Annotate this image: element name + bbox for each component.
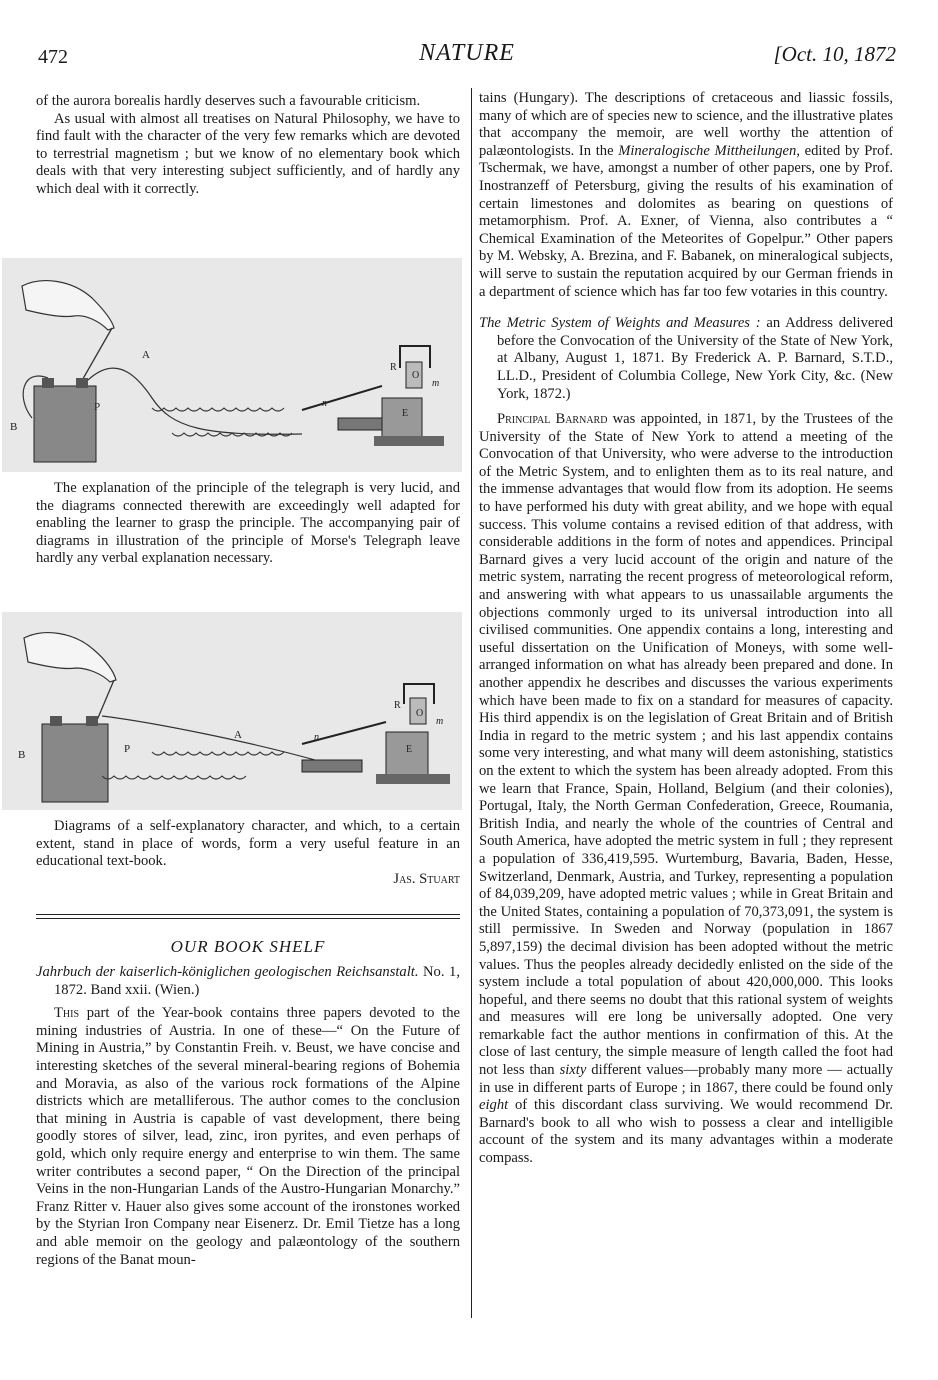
- paragraph: Diagrams of a self-explanatory character, and which, to a certain extent, stand in place of words, form a very useful feature in an educational text-book.: [36, 818, 460, 870]
- fig2-label-a: A: [234, 729, 242, 741]
- section-title: OUR BOOK SHELF: [170, 937, 326, 956]
- paragraph: of the aurora borealis hardly deserves such a favourable criticism.: [36, 93, 421, 109]
- book-meta: an Address delivered before the Convocation of the University of the State of New York, at Albany, August 1, 1871. By Frederick A. P. Barnard, S.T.D., LL.D., President of Columbia College, New York City, &c. (New York, 1872.): [497, 315, 893, 402]
- fig1-label-n: n: [322, 398, 327, 409]
- fig2-label-m: m: [436, 716, 444, 727]
- fig2-label-o: O: [416, 708, 424, 719]
- telegraph-illustration: [2, 612, 462, 810]
- fig2-label-e: E: [406, 744, 413, 755]
- book-title: The Metric System of Weights and Measures :: [479, 315, 761, 332]
- page-number: 472: [38, 46, 68, 68]
- fig1-label-e: E: [402, 408, 409, 419]
- fig2-label-r: R: [394, 700, 401, 711]
- telegraph-illustration: [2, 258, 462, 472]
- left-column-top: [36, 93, 460, 199]
- fig1-label-a: A: [142, 349, 150, 361]
- telegraph-diagram-1: [2, 258, 462, 472]
- paragraph: As usual with almost all treatises on Natural Philosophy, we have to find fault with the character of the very few remarks which are devoted to terrestrial magnetism ; but we know of no elementary book which deals with that very interesting subject sufficiently, and of hardly any which deal with it correctly.: [36, 110, 460, 197]
- book-entry-heading: [479, 315, 893, 403]
- left-column-lower: [36, 818, 460, 888]
- fig1-label-m: m: [432, 378, 440, 389]
- left-column-middle: [36, 480, 460, 568]
- lead-word: Principal Barnard: [497, 411, 608, 428]
- telegraph-diagram-2: [2, 612, 462, 810]
- book-meta: No. 1, 1872. Band xxii. (Wien.): [54, 964, 460, 998]
- lead-word: This: [54, 1005, 80, 1022]
- paragraph: Principal Barnard was appointed, in 1871, by the Trustees of the University of the State of New York to attend a meeting of the Convocation of that University, who were adverse to the introduction of the Metric System, and to enlighten them as to its real nature, and the immense advantages that would flow from its adoption. He seems to have performed his duty with great ability, and we hope with equal success. This volume contains a revised edition of that address, with considerable additions in the form of notes and appendices. Principal Barnard gives a very lucid account of the origin and nature of the metric system, narrating the recent progress of meteorological reform, and answering with what appears to us unassailable arguments the objections commonly urged to its universal introduction into all civilised communities. One appendix contains a long, interesting and useful dissertation on the Unification of Moneys, with some well-arranged information on what has already been prepared and done. In another appendix he describes and discusses the various experiments which have been made to fix on a standard for measures of capacity. His third appendix is on the legislation of Great Britain and of British India in regard to the metric system ; and his last appendix contains some very interesting, and what many will deem astonishing, statistics on the extent to which the system has been already adopted. From this we learn that France, Spain, Holland, Belgium (and their colonies), Portugal, Italy, the North German Confederation, Greece, Roumania, British India, and nearly the whole of the countries of Central and South America, have adopted the metric system in full ; they represent a population of 336,419,595. Wurtemburg, Bavaria, Baden, Hesse, Switzerland, Denmark, Austria, and Turkey, representing a population of 84,039,209, have adopted metric values ; while in Great Britain and the United States, containing a population of 70,373,091, the system is still permissive. In Sweden and Norway (population in 1867 5,897,159) the decimal division has been adopted without the metric values. Thus the peoples already decidedly enlisted on the side of the system include a total population of about 420,000,000. This looks hopeful, and there seems no doubt that this rational system of weights and measures will ere long be universally adopted. One very remarkable fact the author mentions in confirmation of this. At the close of last century, the simple measure of length called the foot had not less than sixty different values—probably many more — actually in use in different parts of Europe ; in 1867, there could be found only eight of this discordant class surviving. We would recommend Dr. Barnard's book to all who wish to possess a clear and intelligible account of the system and its many advantages within a moderate compass.: [479, 411, 893, 1167]
- paragraph: This part of the Year-book contains three papers devoted to the mining industries of Austria. In one of these—“ On the Future of Mining in Austria,” by Constantin Freih. v. Beust, we have concise and interesting sketches of the several mineral-bearing regions of Bohemia and Moravia, as also of the various rock formations of the Alpine districts which are metalliferous. The author comes to the conclusion that mining in Austria is capable of vast development, there being goodly stores of silver, lead, zinc, iron pyrites, and even perhaps of gold, which only require energy and enterprise to win them. The same writer contributes a second paper, “ On the Direction of the principal Veins in the non-Hungarian Lands of the Austro-Hungarian Monarchy.” Franz Ritter v. Hauer also gives some account of the ironstones worked by the Styrian Iron Company near Eisenerz. Dr. Emil Tietze has a long and able memoir on the geology and palæontology of the southern regions of the Banat moun-: [36, 1005, 460, 1268]
- section-rule: [36, 914, 460, 915]
- fig1-label-o: O: [412, 370, 420, 381]
- fig1-label-b: B: [10, 421, 18, 433]
- paragraph: The explanation of the principle of the telegraph is very lucid, and the diagrams connected therewith are exceedingly well adapted for enabling the learner to grasp the principle. The accompanying pair of diagrams in illustration of the principle of Morse's Telegraph leave hardly any verbal explanation necessary.: [36, 480, 460, 567]
- book-title: Jahrbuch der kaiserlich-königlichen geologischen Reichsanstalt.: [36, 964, 419, 980]
- column-divider: [471, 88, 472, 1318]
- left-column-bookshelf: [36, 964, 460, 1269]
- journal-title: NATURE: [419, 40, 515, 66]
- author-signature: Jas. Stuart: [393, 870, 460, 887]
- section-rule: [36, 918, 460, 919]
- journal-name: Mineralogische Mittheilungen: [618, 142, 797, 159]
- paragraph: tains (Hungary). The descriptions of cretaceous and liassic fossils, many of which are of species new to science, and the illustrative plates that accompany the memoir, are well worthy the attention of palæontologists. In the Mineralogische Mittheilungen, edited by Prof. Tschermak, we have, amongst a number of other papers, one by Prof. Inostranzeff of Petersburg, giving the results of his examination of certain limestones and dolomites as bearing on questions of metamorphism. Prof. A. Exner, of Vienna, also contributes a “ Chemical Examination of the Meteorites of Gopelpur.” Other papers by M. Websky, A. Brezina, and F. Babanek, on mineralogical subjects, will serve to sustain the reputation acquired by our German friends in a department of science which has far too few votaries in this country.: [479, 90, 893, 300]
- fig2-label-n: n: [314, 732, 319, 743]
- fig2-label-p: P: [124, 743, 131, 755]
- fig1-label-p: P: [94, 401, 101, 413]
- fig1-label-r: R: [390, 362, 397, 373]
- right-column: [479, 90, 893, 1168]
- book-entry-heading: [36, 964, 460, 999]
- fig2-label-b: B: [18, 749, 26, 761]
- issue-date: [Oct. 10, 1872: [773, 42, 896, 66]
- page-header: [38, 40, 896, 76]
